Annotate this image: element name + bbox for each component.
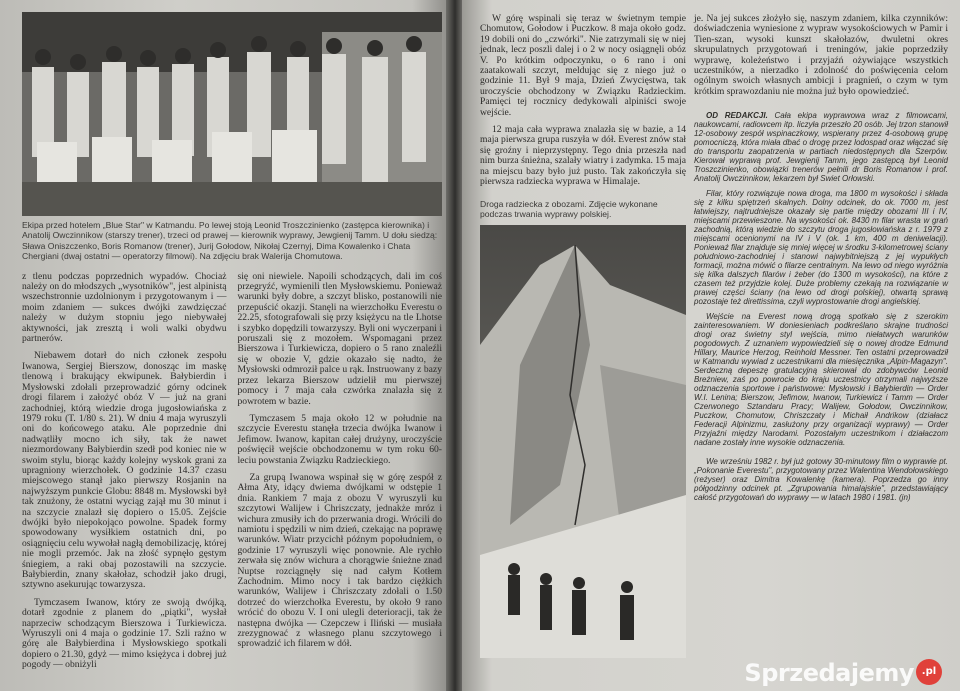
right-column-1 bbox=[480, 14, 686, 691]
route-photo-caption: Droga radziecka z obozami. Zdjęcie wykonane podczas trwania wyprawy polskiej. bbox=[480, 198, 658, 219]
right-column-2 bbox=[694, 14, 948, 687]
right-column-1-text bbox=[480, 14, 686, 195]
editorial-note bbox=[694, 111, 948, 508]
left-columns bbox=[22, 272, 442, 678]
paragraph: Cała ekipa wyprawowa wraz z filmowcami, naukowcami, radiowcem itp. liczyła przeszło 20 osób. Jej trzon stanowił 12-osobowy zespół wspinaczkowy, wspierany przez 4-osobową grupę pomocniczą, która miała dbać o drogę przez lodospad oraz włączać się do transportu zaopatrzenia w partiach niedostępnych dla Szerpów. Kierował wyprawą prof. Jewgienij Tamm, jego zastępcą był Leonid Troszczinienko, obowiązki trenerów pełnili dr Boris Romanow i prof. Anatolij Owczinnikow, lekarzem był Swiet Orłowski. bbox=[694, 111, 949, 184]
everest-route-image bbox=[480, 225, 686, 658]
left-column-1 bbox=[22, 272, 227, 678]
paragraph: 12 maja cała wyprawa znalazła się w bazie, a 14 maja pierwsza grupa ruszyła w dół. Everest znów stał się groźny i nieprzystępny. Tego dnia przeszła nad nim burza śnieżna, szalały wiatry i zadymka. 15 maja na miejscu bazy było już pusto. Tak zakończyła się pierwsza radziecka wyprawa w Himalaje. bbox=[480, 124, 686, 188]
watermark bbox=[694, 659, 948, 687]
editorial-label: OD REDAKCJI. bbox=[706, 111, 768, 121]
watermark-logo: Sprzedajemy bbox=[744, 659, 914, 687]
paragraph: Filar, który rozwiązuje nowa droga, ma 1800 m wysokości i składa się z kilku spiętrzeń skalnych. Dolny odcinek, do ok. 7000 m, jest łatwiejszy, najtrudniejsze okazały się partie między obozami III i IV, miejscami przewieszone. Na wysokości ok. 8430 m filar wrasta w grań zachodnią, którą wiedzie do szczytu droga jugosłowiańska z r. 1979 z miejscami ocenionymi na IV i V (ok. 1 km, 400 m deniwelacji). Ponieważ filar znajduje się mniej więcej w środku 3-kilometrowej ściany południowo-zachodniej i stanowi najwybitniejszą z jej wypukłych formacji, można mówić o filarze centralnym. Na lewo od niego wyróżnia się kilka dalszych filarów i żeber (do 1300 m wysokości), na które z czasem też przyjdzie kolej. Duże problemy czekają na rozwiązanie w prawej części ściany (na lewo od drogi polskiej), otwartą sprawą pozostaje też direttissima, czyli wyprostowanie drogi angielskiej. bbox=[694, 189, 948, 307]
team-photo-caption: Ekipa przed hotelem „Blue Star" w Katmandu. Po lewej stoją Leonid Troszczinienko (zastępca kierownika) i Anatolij Owczinnikow (starszy trener), trzeci od prawej — kierownik wyprawy, Jewgienij Tamm. U dołu siedzą: Sława Oniszczenko, Boris Romanow (trener), Jurij Gołodow, Nikołaj Czernyj, Dima Kowalenko i Chata Chergiani (dwaj ostatni — operatorzy filmowi). Na zdjęciu brak Walerija Chomutowa. bbox=[22, 220, 438, 262]
right-column-2-text bbox=[694, 14, 948, 111]
paragraph: Niebawem dotarł do nich członek zespołu Iwanowa, Sergiej Bierszow, donosząc im maskę tlenową i brakujący ekwipunek. Bałybierdin i Mysłowski zdołali przeprowadzić górny odcinek drogi filarem i założyć obóz V — już na grani zachodniej, którą wiedzie droga jugosłowiańska z 1979 roku (T. 1/80 s. 21). W dniu 4 maja wyruszyli oni do końcowego ataku. Ale poprzednie dni nadwątliły mocno ich siły, tak że nawet niezmordowany Bałybierdin szedł pod koniec nie w swoim stylu, biorąc każdy kolejny wyskok grani za upragniony wierzchołek. O godzinie 14.37 czasu miejscowego stanął jako pierwszy Rosjanin na najwyższym punkcie Globu: 8848 m. Mysłowski był tak znużony, że ostatni wyciąg zajął mu 30 minut i na szczycie znalazł się dopiero o 15.05. Zejście dwójki było niepokojąco powolne. Spadek formy spowodowany wysiłkiem ostatnich dni, po osiągnięciu celu wywołał nagłą demobilizację, której nie mogli przemóc. Jak na złość sypnęło gęstym śniegiem, a raki obaj pozostawili na szczycie. Bałybierdin, znany skałołaz, schodził jako drugi, sztywno asekurując towarzysza. bbox=[22, 350, 227, 591]
paragraph: We wrześniu 1982 r. był już gotowy 30-minutowy film o wyprawie pt. „Pokonanie Everestu", przygotowany przez Walentina Wendołowskiego (reżyser) oraz Dimitra Kowalenkę (kamera). Poprzedza go inny półgodzinny odcinek pt. „Zgrupowania himalajskie", przedstawiający całość przygotowań do wyprawy — w latach 1980 i 1981. (jn) bbox=[694, 457, 948, 503]
paragraph: Za grupą Iwanowa wspinał się w górę zespół z Ałma Aty, idący dwiema dwójkami w odstępie 1 dnia. Rankiem 7 maja z obozu V wyruszyli ku szczytowi Walijew i Chriszczaty, jednakże mróz i wichura zmusiły ich do przerwania drogi. Wrócili do namiotu i spędzili w nim dzień, czekając na poprawę warunków. Wiatr przycichł późnym popołudniem, o godzinie 17 wyruszyli więc ponownie. Ale rychło zerwała się znów wichura a chorągwie śnieżne znad Nuptse rozciągnęły się nad całym Kotłem Zachodnim. Mimo nocy i tak bardzo ciężkich warunków, Walijew i Chriszczaty zdołali o 1.50 dotrzeć do wierzchołka Everestu, by około 9 rano wrócić do obozu V. I oni ulegli deterioracji, tak że następna dwójka — Czepczew i Iliński — musiała zrezygnować z własnego planu szczytowego i sprowadzić ich filarem w dół. bbox=[237, 471, 442, 650]
team-photo-image bbox=[22, 12, 442, 216]
paragraph: z tlenu podczas poprzednich wypadów. Chociaż należy on do młodszych „wysotników", jest alpinistą wszechstronnie uzdolnionym i przygotowanym i — moim zdaniem — sukces dwójki zawdzięczać należy w dużym stopniu jego niebywałej aktywności, jak zresztą i woli walki obydwu partnerów. bbox=[22, 270, 227, 345]
paragraph: Wejście na Everest nową drogą spotkało się z szerokim zainteresowaniem. W doniesieniach podkreślano skrajne trudności drogi oraz świetny styl wejścia, mimo niełatwych warunków pogodowych. Z uznaniem wypowiedzieli się o nowej drodze Edmund Hillary, Maurice Herzog, Reinhold Messner. Ten ostatni przeprowadził w Katmandu wywiad z uczestnikami dla miesięcznika „Alpin-Magazyn". Serdeczną depeszę gratulacyjną skierował do zdobywców Leonid Breżniew, zaś po powrocie do kraju uczestnicy otrzymali najwyższe odznaczenia sportowe i państwowe: Mysłowski i Bałybierdin — Order W.I. Lenina; Bierszow, Jefimow, Iwanow, Turkiewicz i Tamm — Order Czerwonego Sztandaru Pracy; Walijew, Gołodow, Owczinnikow, Puczkow, Chomutow, Chriszczaty i Michaił Andrikow (działacz Federacji Alpinizmu, zasłużony przy organizacji wyprawy) — Order Przyjaźni między Narodami. Pozostałym uczestnikom i działaczom nadane zostały inne wysokie odznaczenia. bbox=[694, 312, 948, 448]
right-page bbox=[462, 0, 960, 691]
paragraph: Tymczasem Iwanow, który ze swoją dwójką, dotarł zgodnie z planem do „piątki", wysłał naprzeciw schodzącym Bierszowa i Turkiewicza. Wyruszyli oni 4 maja o godzinie 17. Szli raźno w górę ale Bałybierdina i Mysłowskiego spotkali dopiero o 21.30, gdyż — mimo księżyca i dobrej już pogody — obniżyli bbox=[22, 596, 227, 671]
team-photo bbox=[22, 12, 442, 216]
watermark-badge: .pl bbox=[916, 659, 942, 685]
paragraph: je. Na jej sukces złożyło się, naszym zdaniem, kilka czynników: doświadczenia wyniesione z wypraw wysokościowych w Pamir i Tien-szan, wysoki kunszt skałołazów, dwuletni okres skrupulatnych przygotowań i treningów, jakie poprzedziły wyprawę, koleżeństwo i przyjaźń ożywiające wszystkich uczestników, a nierzadko i zdolność do poświęcenia celom ogólnym swoich własnych ambicji i pragnień, o czym w tym krótkim sprawozdaniu nie można już było opowiedzieć. bbox=[694, 13, 948, 97]
left-column-2 bbox=[238, 272, 443, 678]
everest-route-photo bbox=[480, 225, 686, 691]
left-page bbox=[0, 0, 448, 691]
paragraph: W górę wspinali się teraz w świetnym tempie Chomutow, Gołodow i Puczkow. 8 maja około godz. 19 dobili oni do „czwórki". Nie zatrzymali się w niej jednak, lecz poszli dalej i o 2 w nocy osiągnęli obóz V. Po krótkim odpoczynku, o 6 rano i oni zaatakowali szczyt, meldując się z niego już o godzinie 11. Był 9 maja, Dzień Zwycięstwa, tak uroczyście obchodzony w Związku Radzieckim. Pamięci tej rocznicy dedykowali alpiniści swoje wejście. bbox=[480, 13, 686, 118]
paragraph: Tymczasem 5 maja około 12 w południe na szczycie Everestu stanęła trzecia dwójka Iwanow i Jefimow. Iwanow, kapitan całej drużyny, uroczyście poświęcił wejście obchodzonemu w tym roku 60-leciu powstania Związku Radzieckiego. bbox=[237, 412, 442, 466]
paragraph: się oni niewiele. Napoili schodzących, dali im coś przegryźć, wymienili tlen Mysłowskiemu. Ponieważ warunki były dobre, a szczyt blisko, postanowili nie przepuścić okazji. Stanęli na wierzchołku Everestu o 22.25, sfotografowali się przy księżycu na tle Lhotse i szybko dopędzili towarzyszy. Byli oni wyczerpani i poruszali się z mozołem. Wspomagani przez Bierszowa i Turkiewicza, dopiero o 5 rano znaleźli się w obozie V, gdzie okazało się nadto, że Mysłowski odmroził palce u rąk. Instruowany z bazy przez lekarza Bierszow udzielił mu pierwszej pomocy i 7 maja cała czwórka znalazła się z powrotem w bazie. bbox=[237, 270, 442, 407]
